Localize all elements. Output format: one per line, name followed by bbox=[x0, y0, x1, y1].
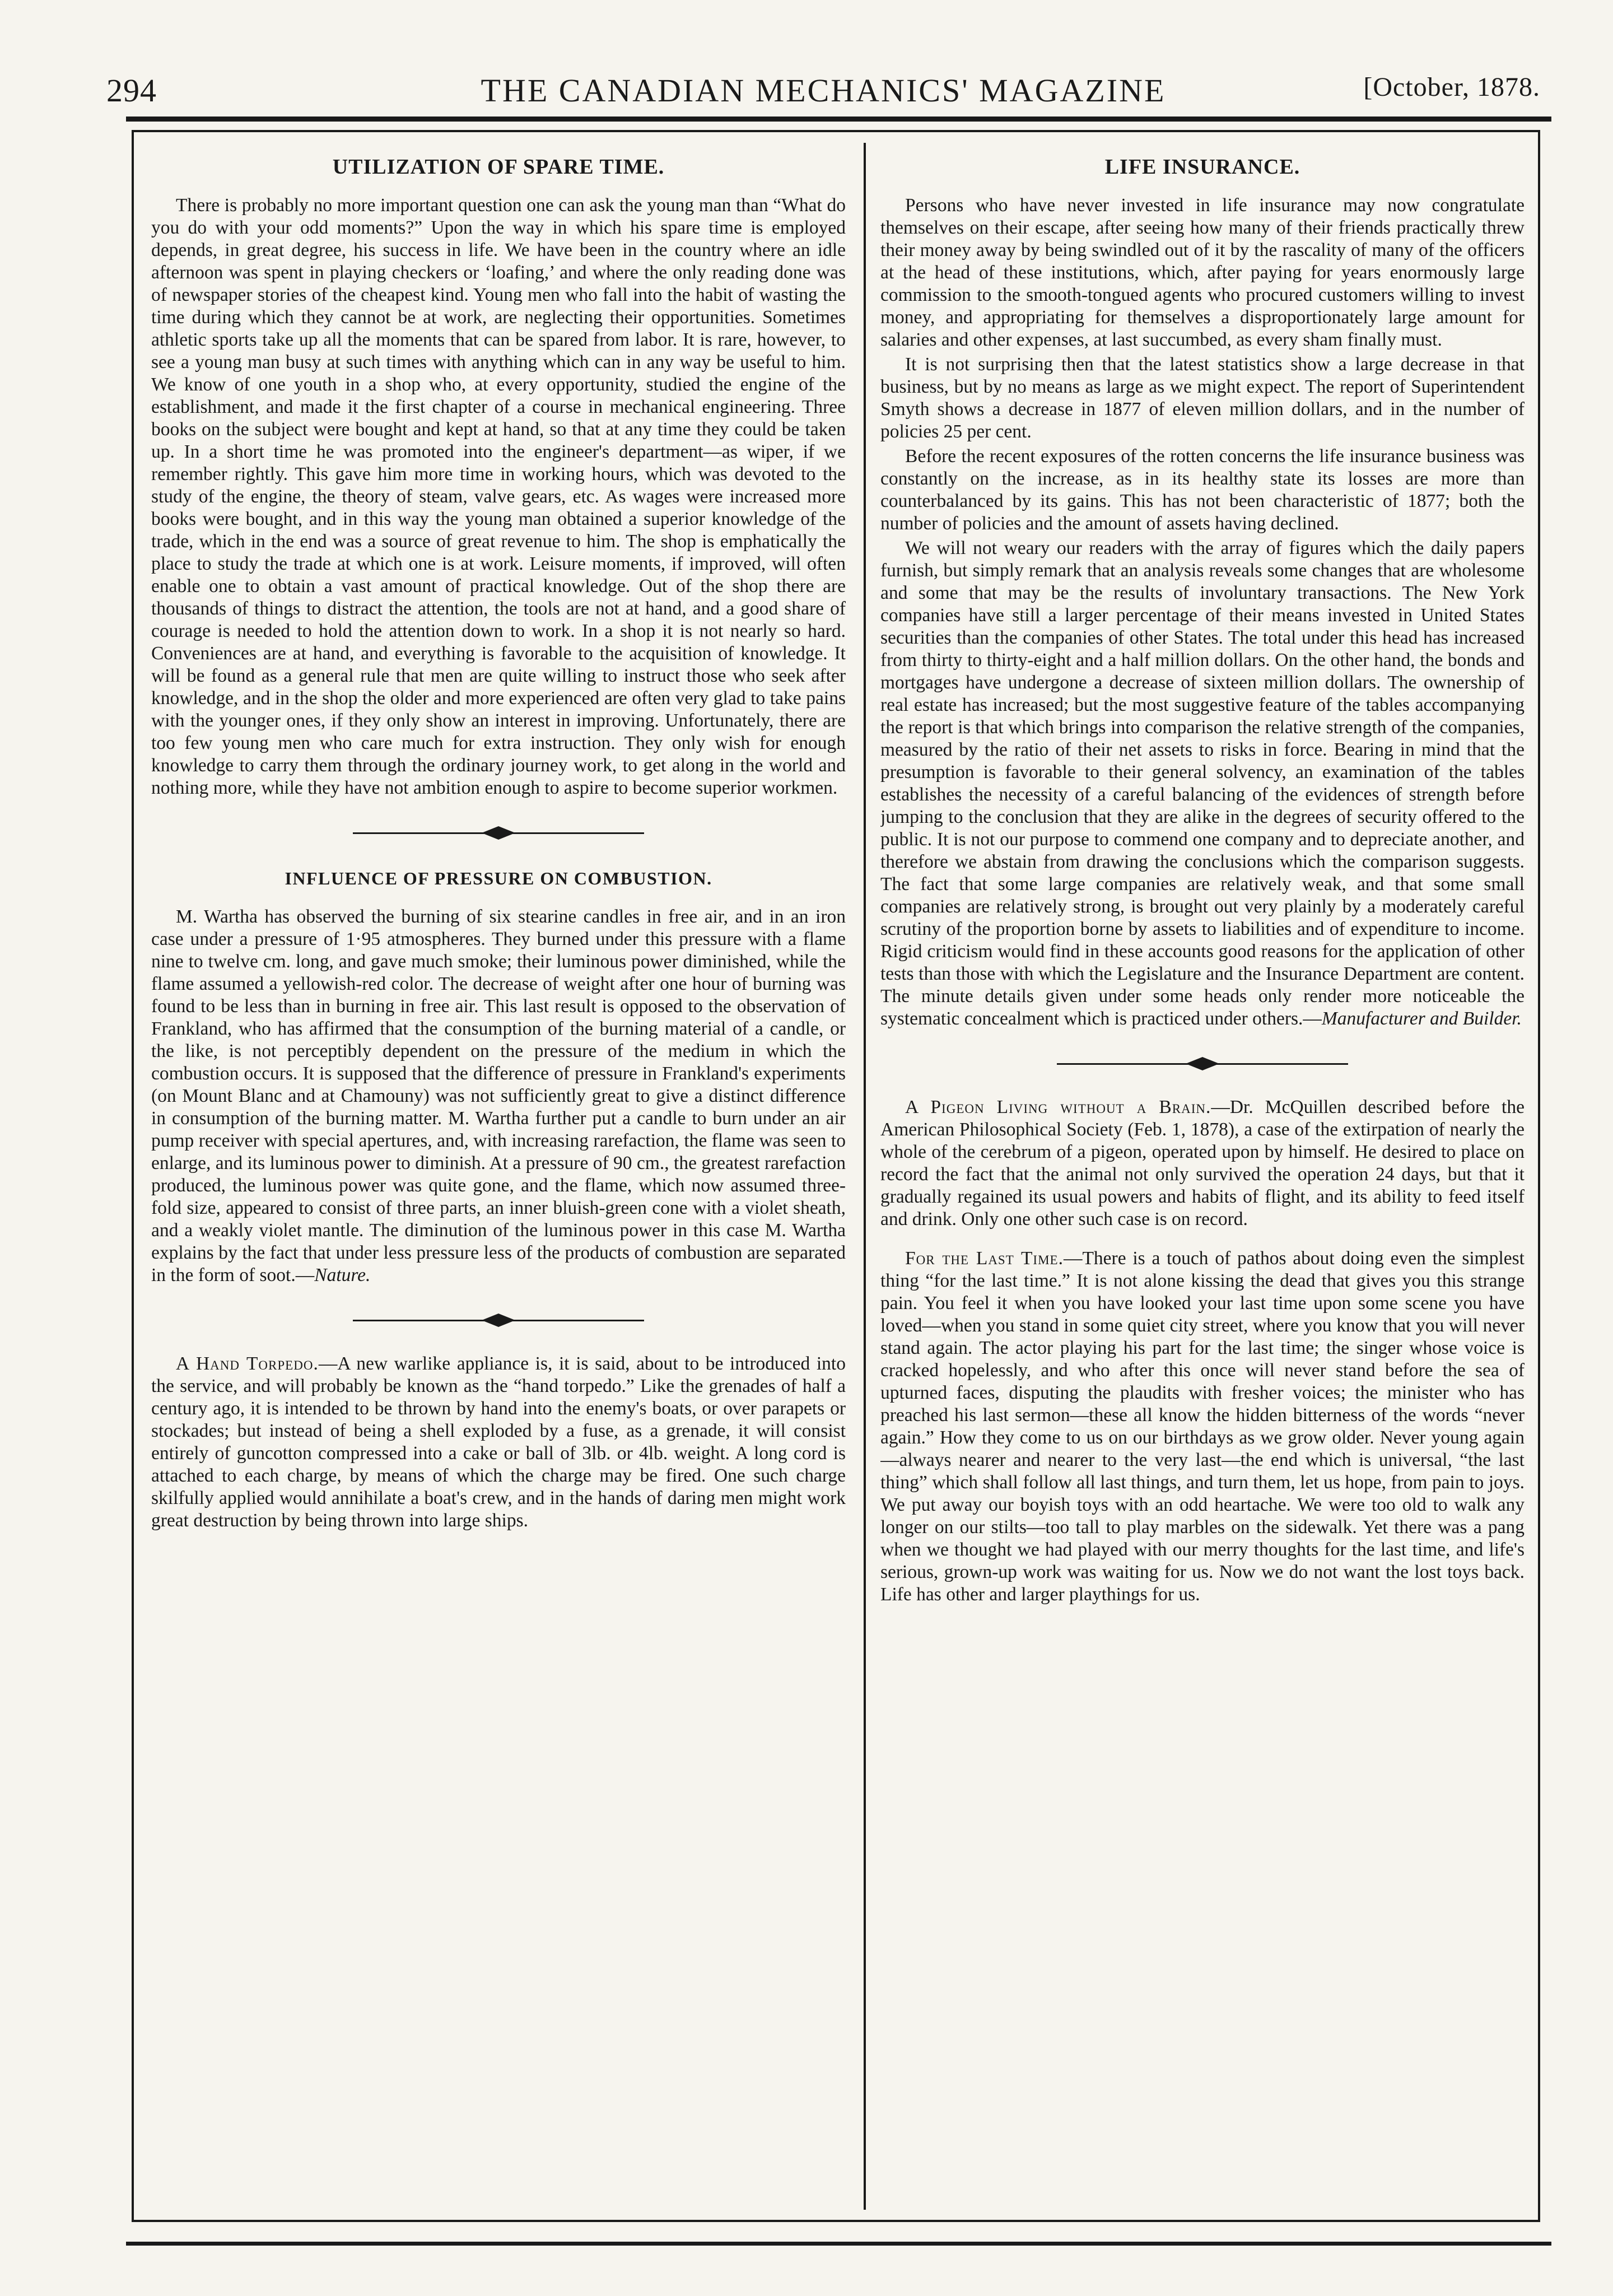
separator-ornament bbox=[353, 822, 644, 844]
article-title: LIFE INSURANCE. bbox=[1104, 155, 1300, 179]
article-text: We will not weary our readers with the array of figures which the daily papers furnish, but simply remark that an analysis reveals some changes that are wholesome and some that may be the results of involuntary transactions. The New York companies have still a larger percentage of their means invested in United States securities than the companies of other States. The total under this head has increased from thirty to thirty-eight and a half million dollars. On the other hand, the bonds and mortgages have undergone a decrease of sixteen million dollars. The ownership of real estate has increased; but the most suggestive feature of the tables accompanying the report is that which brings into comparison the relative strength of the companies, measured by the ratio of their net assets to risks in force. Bearing in mind that the presumption is favorable to their general solvency, an examination of the tables establishes the necessity of a careful balancing of the evidences of strength before jumping to the conclusion that they are alike in the degrees of security offered to the public. It is not our purpose to commend one company and to depreciate another, and therefore we abstain from drawing the conclusions which the comparison suggests. The fact that some large companies are relatively weak, and that some small companies are relatively strong, is brought out very plainly by a moderately careful scrutiny of the proportion borne by assets to liabilities and of expenditure to income. Rigid criticism would find in these accounts good reasons for the application of other tests than those with which the Legislature and the Insurance Department are content. The minute details given under some heads only render more noticeable the systematic concealment which is practiced under others.— bbox=[880, 538, 1525, 1029]
article-text: —A new warlike appliance is, it is said, about to be introduced into the service, and will probably be known as the “hand torpedo.” Like the grenades of half a century ago, it is intended to be thrown by hand into the enemy's boats, or over parapets or stockades; but instead of being a shell exploded by a fuse, as a grenade, it will consist entirely of guncotton compressed into a cake or ball of 3lb. or 4lb. weight. A long cord is attached to each charge, by means of which the charge may be fired. One such charge skilfully applied would annihilate a boat's crew, and in the hands of daring men might work great destruction by being thrown into large ships. bbox=[151, 1353, 846, 1531]
article-spare-time bbox=[151, 154, 846, 799]
frame-top-rule bbox=[126, 117, 1551, 122]
separator-ornament bbox=[353, 1309, 644, 1331]
article-title: UTILIZATION OF SPARE TIME. bbox=[332, 155, 665, 179]
article-hand-torpedo bbox=[151, 1353, 846, 1532]
issue-date: [October, 1878. bbox=[1363, 72, 1540, 102]
article-life-insurance bbox=[880, 154, 1525, 1030]
article-last-time bbox=[880, 1247, 1525, 1606]
separator-ornament bbox=[1057, 1052, 1348, 1075]
article-paragraph: Before the recent exposures of the rotten concerns the life insurance business was constantly on the increase, as in its healthy state its losses are more than counterbalanced by its gains. This has not been characteristic of 1877; both the number of policies and the amount of assets having declined. bbox=[880, 446, 1525, 534]
article-source: Manufacturer and Builder. bbox=[1321, 1008, 1522, 1029]
article-lead: A Pigeon Living without a Brain. bbox=[905, 1097, 1211, 1117]
article-paragraph: It is not surprising then that the latest statistics show a large decrease in that business, but by no means as large as we might expect. The report of Superintendent Smyth shows a decrease in 1877 of eleven million dollars, and in the number of policies 25 per cent. bbox=[880, 354, 1525, 442]
article-paragraph bbox=[151, 906, 846, 1287]
page-number: 294 bbox=[106, 72, 157, 109]
article-paragraph: There is probably no more important question one can ask the young man than “What do you do with your odd moments?” Upon the way in which his spare time is employed depends, in great degree, his success in life. We have been in the country where an idle afternoon was spent in playing checkers or ‘loafing,’ and where the only reading done was of newspaper stories of the cheapest kind. Young men who fall into the habit of wasting the time during which they cannot be at work, are neglecting their opportunities. Sometimes athletic sports take up all the moments that can be spared from labor. It is rare, however, to see a young man busy at such times with anything which can in any way be useful to him. We know of one youth in a shop who, at every opportunity, studied the engine of the establishment, and made it the first chapter of a course in mechanical engineering. Three books on the subject were bought and kept at hand, so that at any time they could be taken up. In a short time he was promoted into the engineer's department—as wiper, if we remember rightly. This gave him more time in working hours, which was devoted to the study of the engine, the theory of steam, valve gears, etc. As wages were increased more books were bought, and in this way the young man obtained a superior knowledge of the trade, which in the end was a source of great revenue to him. The shop is emphatically the place to study the trade at which one is at work. Leisure moments, if improved, will often enable one to obtain a vast amount of practical knowledge. Out of the shop there are thousands of things to distract the attention, the tools are not at hand, and a good share of courage is needed to hold the attention down to work. In a shop it is not nearly so hard. Conveniences are at hand, and everything is favorable to the acquisition of knowledge. It will be found as a general rule that men are quite willing to instruct those who seek after knowledge, and in the shop the older and more experienced are often very glad to take pains with the younger ones, if they only show an interest in improving. Unfortunately, there are too few young men who care much for extra instruction. They only wish for enough knowledge to carry them through the ordinary journey work, to get along in the world and nothing more, while they have not ambition enough to aspire to become superior workmen. bbox=[151, 195, 846, 798]
article-pigeon bbox=[880, 1096, 1525, 1231]
article-paragraph bbox=[880, 1247, 1525, 1606]
page-header bbox=[106, 66, 1540, 111]
frame-bottom-rule bbox=[126, 2242, 1551, 2246]
article-source: Nature. bbox=[314, 1265, 371, 1286]
article-text: M. Wartha has observed the burning of six stearine candles in free air, and in an iron case under a pressure of 1·95 atmospheres. They burned under this pressure with a flame nine to twelve cm. long, and gave much smoke; their luminous power diminished, while the flame assumed a yellowish-red color. The decrease of weight after one hour of burning was found to be less than in burning in free air. This last result is opposed to the observation of Frankland, who has affirmed that the consumption of the burning material of a candle, or the like, is not perceptibly dependent on the pressure of the medium in which the combustion occurs. It is supposed that the difference of pressure in Frankland's experiments (on Mount Blanc and at Chamouny) was not sufficiently great to give a distinct difference in consumption of the burning matter. M. Wartha further put a candle to burn under an air pump receiver with special apertures, and, with increasing rarefaction, the flame was seen to enlarge, and its luminous power to diminish. At a pressure of 90 cm., the greatest rarefaction produced, the luminous power was quite gone, and the flame, which now assumed three-fold size, appeared to consist of three parts, an inner bluish-green cone with a violet sheath, and a weakly violet mantle. The diminution of the luminous power in this case M. Wartha explains by the fact that under less pressure less of the products of combustion are separated in the form of soot.— bbox=[151, 906, 846, 1286]
article-paragraph bbox=[151, 1353, 846, 1532]
article-title: INFLUENCE OF PRESSURE ON COMBUSTION. bbox=[285, 868, 712, 888]
article-text: —Dr. McQuillen described before the American Philosophical Society (Feb. 1, 1878), a case of the extirpation of nearly the whole of the cerebrum of a pigeon, operated upon by himself. He desired to place on record the fact that the animal not only survived the operation 24 days, but that it gradually regained its usual powers and habits of flight, and its ability to feed itself and drink. Only one other such case is on record. bbox=[880, 1097, 1525, 1229]
article-paragraph bbox=[880, 1096, 1525, 1231]
article-paragraph: Persons who have never invested in life insurance may now congratulate themselves on their escape, after seeing how many of their friends practically threw their money away by being swindled out of it by the rascality of many of the officers at the head of these institutions, which, after paying for years enormously large commission to the smooth-tongued agents who procured customers willing to invest money, and appropriating for themselves a disproportionately large amount for salaries and other expenses, at last succumbed, as every sham finally must. bbox=[880, 195, 1525, 350]
right-column bbox=[880, 154, 1525, 2204]
article-text: —There is a touch of pathos about doing even the simplest thing “for the last time.” It is not alone kissing the dead that gives you this strange pain. You feel it when you have looked your last time upon some scene you have loved—when you stand in some quiet city street, where you know that you will never stand again. The actor playing his part for the last time; the singer whose voice is cracked hopelessly, and who after this once will never stand before the sea of upturned faces, disputing the plaudits with fresher voices; the minister who has preached his last sermon—these all know the hidden bitterness of the words “never again.” How they come to us on our birthdays as we grow older. Never young again—always nearer and nearer to the very last—the end which is universal, “the last thing” which shall follow all last things, and turn them, let us hope, from pain to joys. We put away our boyish toys with an odd heartache. We were too old to walk any longer on our stilts—too tall to play marbles on the sidewalk. Yet there was a pang when we thought we had played with our merry thoughts for the last time, and life's serious, grown-up work was waiting for us. Now we do not want the lost toys back. Life has other and larger playthings for us. bbox=[880, 1248, 1525, 1605]
left-column bbox=[151, 154, 846, 2204]
article-lead: For the Last Time. bbox=[905, 1248, 1064, 1269]
article-pressure-combustion bbox=[151, 865, 846, 1287]
magazine-title: THE CANADIAN MECHANICS' MAGAZINE bbox=[481, 72, 1166, 109]
article-paragraph bbox=[880, 537, 1525, 1030]
article-lead: A Hand Torpedo. bbox=[176, 1353, 319, 1374]
column-divider bbox=[864, 143, 866, 2210]
